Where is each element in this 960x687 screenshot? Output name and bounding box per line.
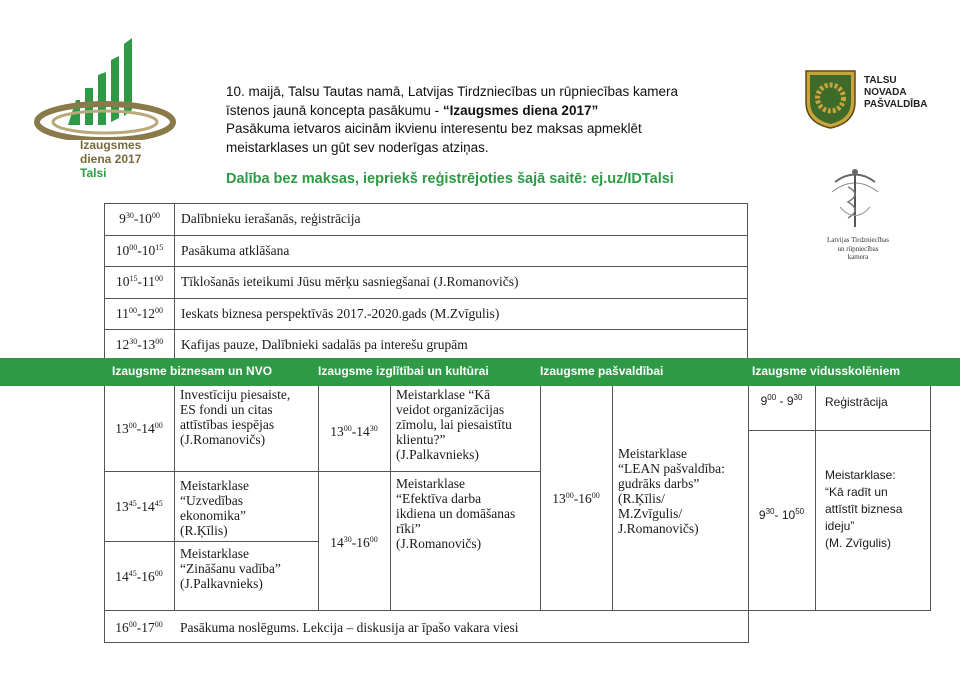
activity-cell: Dalībnieku ierašanās, reģistrācija (175, 204, 748, 236)
business-time-3: $14^{45}-16^{00}$ (115, 569, 163, 584)
closing-activity: Pasākuma noslēgums. Lekcija – diskusija ar īpašo vakara viesi (180, 620, 519, 635)
business-session-2: Meistarklase “Uzvedības ekonomika” (R.Ķīlis) (180, 478, 249, 538)
municipality-session: Meistarklase “LEAN pašvaldība: gudrāks darbs” (R.Ķīlis/ M.Zvīgulis/ J.Romanovičs) (618, 446, 725, 536)
table-row (105, 298, 748, 330)
grid-line (104, 541, 318, 542)
grid-line (104, 471, 318, 472)
track-students-title: Izaugsme vidusskolēniem (752, 364, 901, 378)
municipality-time: $13^{00}-16^{00}$ (552, 491, 600, 506)
chamber-name-line-2: un rūpniecības (837, 244, 879, 253)
students-time-2: $9^{30}-$ $10^{50}$ (758, 507, 805, 522)
education-session-2: Meistarklase “Efektīva darba ikdiena un domāšanas rīki” (J.Romanovičs) (396, 476, 516, 551)
business-time-2: $13^{45}-14^{45}$ (115, 499, 163, 514)
closing-time: $16^{00}-17^{00}$ (115, 620, 163, 635)
grid-line (318, 471, 540, 472)
intro-line-2-a: īstenos jaunā koncepta pasākumu - (226, 102, 443, 118)
event-name: “Izaugsmes diena 2017” (442, 102, 599, 118)
activity-cell: Kafijas pauze, Dalībnieki sadalās pa interešu grupām (175, 330, 748, 362)
business-session-1: Investīciju piesaiste, ES fondi un citas attīstības iespējas (J.Romanovičs) (180, 387, 291, 447)
activity-cell: Pasākuma atklāšana (175, 235, 748, 267)
time-cell: $10^{00}-10^{15}$ (105, 235, 175, 267)
intro-line-1: 10. maijā, Talsu Tautas namā, Latvijas Tirdzniecības un rūpniecības kamera (226, 84, 678, 99)
tracks-header-band (0, 358, 960, 386)
intro-text (226, 83, 766, 157)
business-time-1: $13^{00}-14^{00}$ (115, 421, 163, 436)
time-cell: $9^{30}-10^{00}$ (105, 204, 175, 236)
education-time-2: $14^{30}-16^{00}$ (330, 535, 378, 550)
grid-line (174, 386, 175, 611)
students-time-1: $9^{00} - 9^{30}$ (760, 393, 803, 408)
grid-line (815, 386, 816, 611)
activity-cell: Tīklošanās ieteikumi Jūsu mērķu sasniegšanai (J.Romanovičs) (175, 267, 748, 299)
time-cell: $12^{30}-13^{00}$ (105, 330, 175, 362)
talsi-name-line-1: TALSU (864, 75, 897, 86)
track-education-title: Izaugsme izglītībai un kultūrai (318, 364, 489, 378)
grid-line (748, 430, 930, 431)
chamber-emblem-icon (820, 162, 890, 232)
chamber-name-line-3: kamera (847, 253, 869, 261)
track-municipality-title: Izaugsme pašvaldībai (540, 364, 664, 378)
grid-line (612, 386, 613, 611)
talsi-crest-icon (803, 68, 858, 130)
talsi-name-line-2: NOVADA (864, 87, 907, 98)
education-time-1: $13^{00}-14^{30}$ (330, 424, 378, 439)
morning-schedule-table (104, 203, 748, 362)
logo-wordmark (80, 138, 141, 180)
chamber-name-line-1: Latvijas Tirdzniecības (826, 236, 890, 244)
grid-line (104, 610, 930, 611)
grid-line (318, 386, 319, 611)
table-row (105, 330, 748, 362)
business-session-3: Meistarklase “Zināšanu vadība” (J.Palkavnieks) (180, 546, 281, 591)
logo-line-3: Talsi (80, 166, 107, 180)
time-cell: $11^{00}-12^{00}$ (105, 298, 175, 330)
table-row (105, 204, 748, 236)
intro-line-4: meistarklases un gūt sev noderīgas atziņas. (226, 139, 489, 155)
activity-cell: Ieskats biznesa perspektīvās 2017.-2020.gads (M.Zvīgulis) (175, 298, 748, 330)
logo-line-1: Izaugsmes (80, 138, 142, 152)
talsi-municipality-name (864, 75, 928, 111)
students-session-1: Reģistrācija (825, 395, 888, 409)
time-cell: $10^{15}-11^{00}$ (105, 267, 175, 299)
table-row (105, 235, 748, 267)
education-session-1: Meistarklase “Kā veidot organizācijas zīmolu, lai piesaistītu klientu?” (J.Palkavnieks) (396, 387, 512, 462)
grid-line (390, 386, 391, 611)
track-business-title: Izaugsme biznesam un NVO (112, 364, 273, 378)
grid-line (930, 386, 931, 611)
talsi-name-line-3: PAŠVALDĪBA (864, 99, 928, 110)
table-row (105, 267, 748, 299)
chamber-name (806, 236, 910, 262)
grid-line (104, 642, 749, 643)
logo-line-2: diena 2017 (80, 152, 142, 166)
students-session-2: Meistarklase: “Kā radīt un attīstīt biznesa ideju” (M. Zvīgulis) (825, 468, 903, 550)
registration-link-text[interactable]: Dalība bez maksas, iepriekš reģistrējoties šajā saitē: ej.uz/IDTalsi (226, 171, 674, 187)
intro-line-2 (226, 102, 766, 121)
intro-line-3: Pasākuma ietvaros aicinām ikvienu interesentu bez maksas apmeklēt (226, 121, 642, 136)
